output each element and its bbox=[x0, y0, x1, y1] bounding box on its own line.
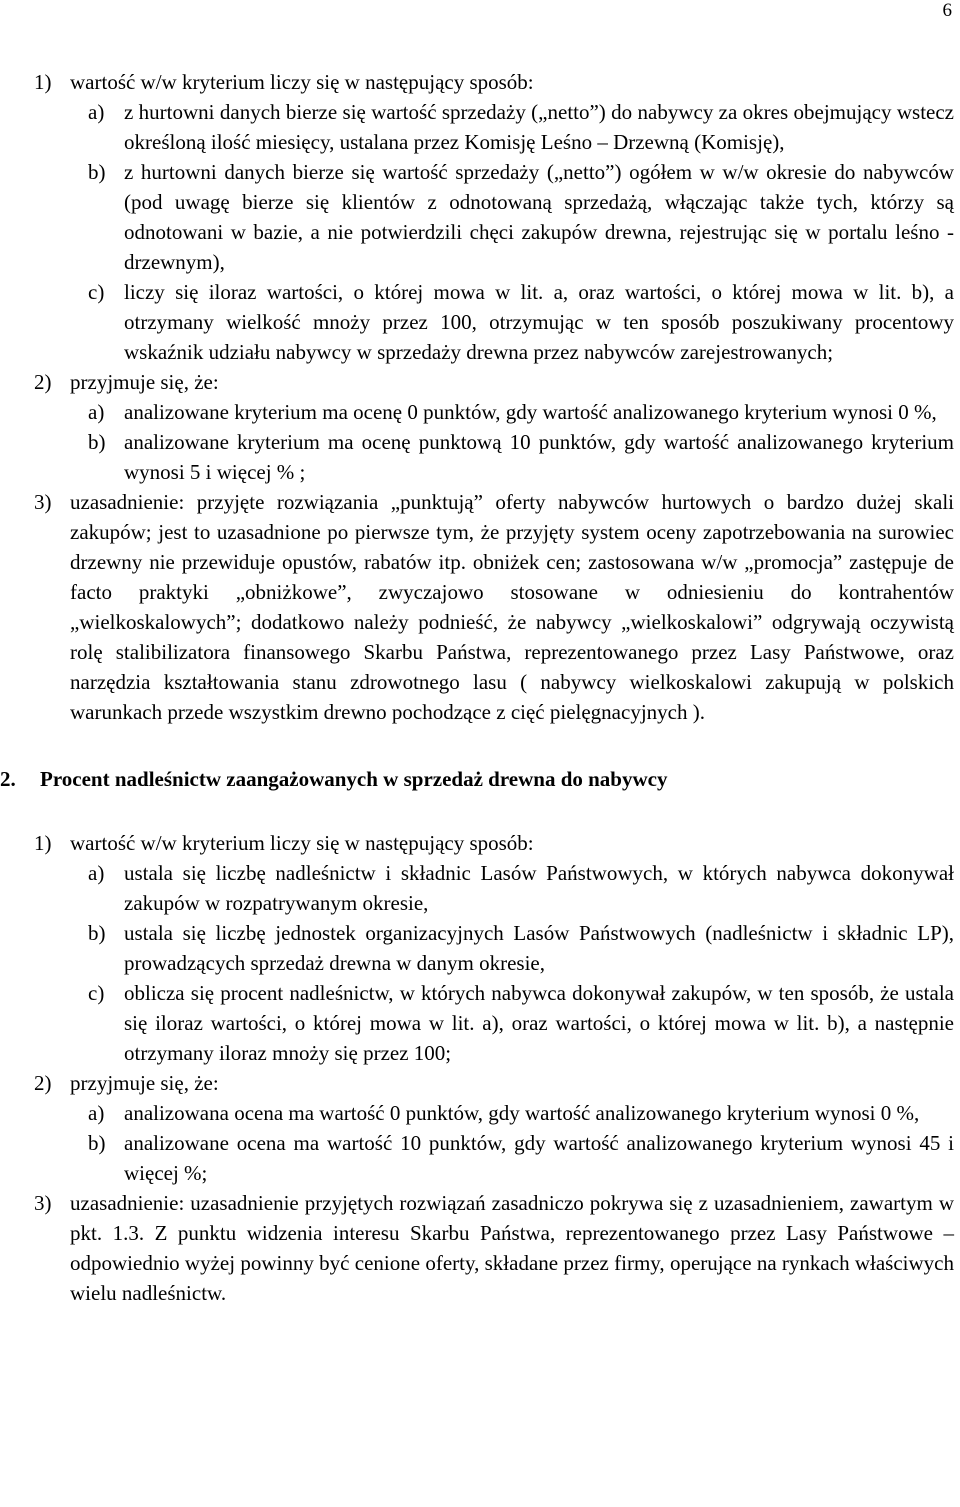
document-body bbox=[0, 67, 954, 1308]
sub-item bbox=[88, 277, 954, 367]
sub-item-text: analizowane ocena ma wartość 10 punktów, gdy wartość analizowanego kryterium wynosi 45 i więcej %; bbox=[124, 1131, 954, 1185]
sub-item-text: analizowana ocena ma wartość 0 punktów, gdy wartość analizowanego kryterium wynosi 0 %, bbox=[124, 1101, 920, 1125]
section-heading bbox=[0, 764, 954, 794]
sub-item bbox=[88, 427, 954, 487]
section-number: 2. bbox=[0, 767, 16, 791]
spacer bbox=[34, 794, 954, 828]
sub-item bbox=[88, 1098, 954, 1128]
sub-item bbox=[88, 97, 954, 157]
sub-item-letter: a) bbox=[88, 861, 105, 885]
item-number: 1) bbox=[34, 70, 52, 94]
sub-item-letter: c) bbox=[88, 981, 105, 1005]
section-2-list bbox=[34, 828, 954, 1308]
sub-item bbox=[88, 918, 954, 978]
list-item bbox=[34, 1188, 954, 1308]
item-text: uzasadnienie: przyjęte rozwiązania „punktują” oferty nabywców hurtowych o bardzo dużej skali zakupów; jest to uzasadnione po pierwsze tym, że przyjęty system oceny zapotrzebowania na surowiec drzewny nie przewiduje opustów, rabatów itp. obniżek cen; zastosowana w/w „promocja” zastępuje de facto praktyki „obniżkowe”, zwyczajowo stosowane w odniesieniu do kontrahentów „wielkoskalowych”; dodatkowo należy podnieść, że nabywcy „wielkoskalowi” odgrywają oczywistą rolę stalibilizatora finansowego Skarbu Państwa, reprezentowanego przez Lasy Państwowe, oraz narzędzia kształtowania stanu zdrowotnego lasu ( nabywcy wielkoskalowi zakupują w polskich warunkach przede wszystkim drewno pochodzące z cięć pielęgnacyjnych ). bbox=[70, 490, 954, 724]
item-text: uzasadnienie: uzasadnienie przyjętych rozwiązań zasadniczo pokrywa się z uzasadnieniem, zawartym w pkt. 1.3. Z punktu widzenia interesu Skarbu Państwa, reprezentowanego przez Lasy Państwowe – odpowiednio wyżej powinny być cenione oferty, składane przez firmy, operujące na rynkach właściwych wielu nadleśnictw. bbox=[70, 1191, 954, 1305]
sub-item-letter: a) bbox=[88, 100, 105, 124]
sub-item-text: oblicza się procent nadleśnictw, w których nabywca dokonywał zakupów, w ten sposób, że ustala się iloraz wartości, o której mowa w lit. a), oraz wartości, o której mowa w lit. b), a następnie otrzymany iloraz mnoży się przez 100; bbox=[124, 981, 954, 1065]
sub-item bbox=[88, 858, 954, 918]
item-text: wartość w/w kryterium liczy się w następujący sposób: bbox=[70, 831, 534, 855]
sub-item-text: ustala się liczbę jednostek organizacyjnych Lasów Państwowych (nadleśnictw i składnic LP), prowadzących sprzedaż drewna w danym okresie, bbox=[124, 921, 954, 975]
sub-item-text: liczy się iloraz wartości, o której mowa w lit. a, oraz wartości, o której mowa w lit. b), a otrzymany wielkość mnoży przez 100, otrzymując w ten sposób poszukiwany procentowy wskaźnik udziału nabywcy w sprzedaży drewna przez nabywców zarejestrowanych; bbox=[124, 280, 954, 364]
sub-item-letter: a) bbox=[88, 400, 105, 424]
sub-item bbox=[88, 978, 954, 1068]
item-number: 2) bbox=[34, 1071, 52, 1095]
section-title: Procent nadleśnictw zaangażowanych w sprzedaż drewna do nabywcy bbox=[40, 767, 668, 791]
list-item bbox=[34, 1068, 954, 1188]
sub-item-letter: b) bbox=[88, 430, 106, 454]
item-number: 3) bbox=[34, 1191, 52, 1215]
list-item bbox=[34, 487, 954, 727]
sub-item-letter: b) bbox=[88, 1131, 106, 1155]
sub-item-letter: b) bbox=[88, 160, 106, 184]
list-item bbox=[34, 367, 954, 487]
item-text: przyjmuje się, że: bbox=[70, 370, 219, 394]
item-number: 3) bbox=[34, 490, 52, 514]
page-number: 6 bbox=[942, 0, 952, 21]
sub-item-letter: b) bbox=[88, 921, 106, 945]
sub-item-text: z hurtowni danych bierze się wartość sprzedaży („netto”) ogółem w w/w okresie do nabywców (pod uwagę bierze się klientów z odnotowaną sprzedażą, włączając także tych, którzy są odnotowani w bazie, a nie potwierdzili chęci zakupów drewna, rejestrując się w portalu leśno - drzewnym), bbox=[124, 160, 954, 274]
sub-item-text: z hurtowni danych bierze się wartość sprzedaży („netto”) do nabywcy za okres obejmujący wstecz określoną ilość miesięcy, ustalana przez Komisję Leśno – Drzewną (Komisję), bbox=[124, 100, 954, 154]
item-number: 2) bbox=[34, 370, 52, 394]
sub-item-letter: c) bbox=[88, 280, 105, 304]
sub-item bbox=[88, 1128, 954, 1188]
list-item bbox=[34, 828, 954, 1068]
sub-list bbox=[88, 397, 954, 487]
sub-item-text: analizowane kryterium ma ocenę 0 punktów, gdy wartość analizowanego kryterium wynosi 0 %, bbox=[124, 400, 937, 424]
sub-item-text: ustala się liczbę nadleśnictw i składnic Lasów Państwowych, w których nabywca dokonywał zakupów w rozpatrywanym okresie, bbox=[124, 861, 954, 915]
item-text: przyjmuje się, że: bbox=[70, 1071, 219, 1095]
sub-item-letter: a) bbox=[88, 1101, 105, 1125]
item-number: 1) bbox=[34, 831, 52, 855]
item-text: wartość w/w kryterium liczy się w następujący sposób: bbox=[70, 70, 534, 94]
sub-item bbox=[88, 397, 954, 427]
sub-list bbox=[88, 1098, 954, 1188]
sub-item bbox=[88, 157, 954, 277]
list-item bbox=[34, 67, 954, 367]
sub-list bbox=[88, 97, 954, 367]
section-1-list bbox=[34, 67, 954, 727]
sub-item-text: analizowane kryterium ma ocenę punktową 10 punktów, gdy wartość analizowanego kryterium wynosi 5 i więcej % ; bbox=[124, 430, 954, 484]
sub-list bbox=[88, 858, 954, 1068]
